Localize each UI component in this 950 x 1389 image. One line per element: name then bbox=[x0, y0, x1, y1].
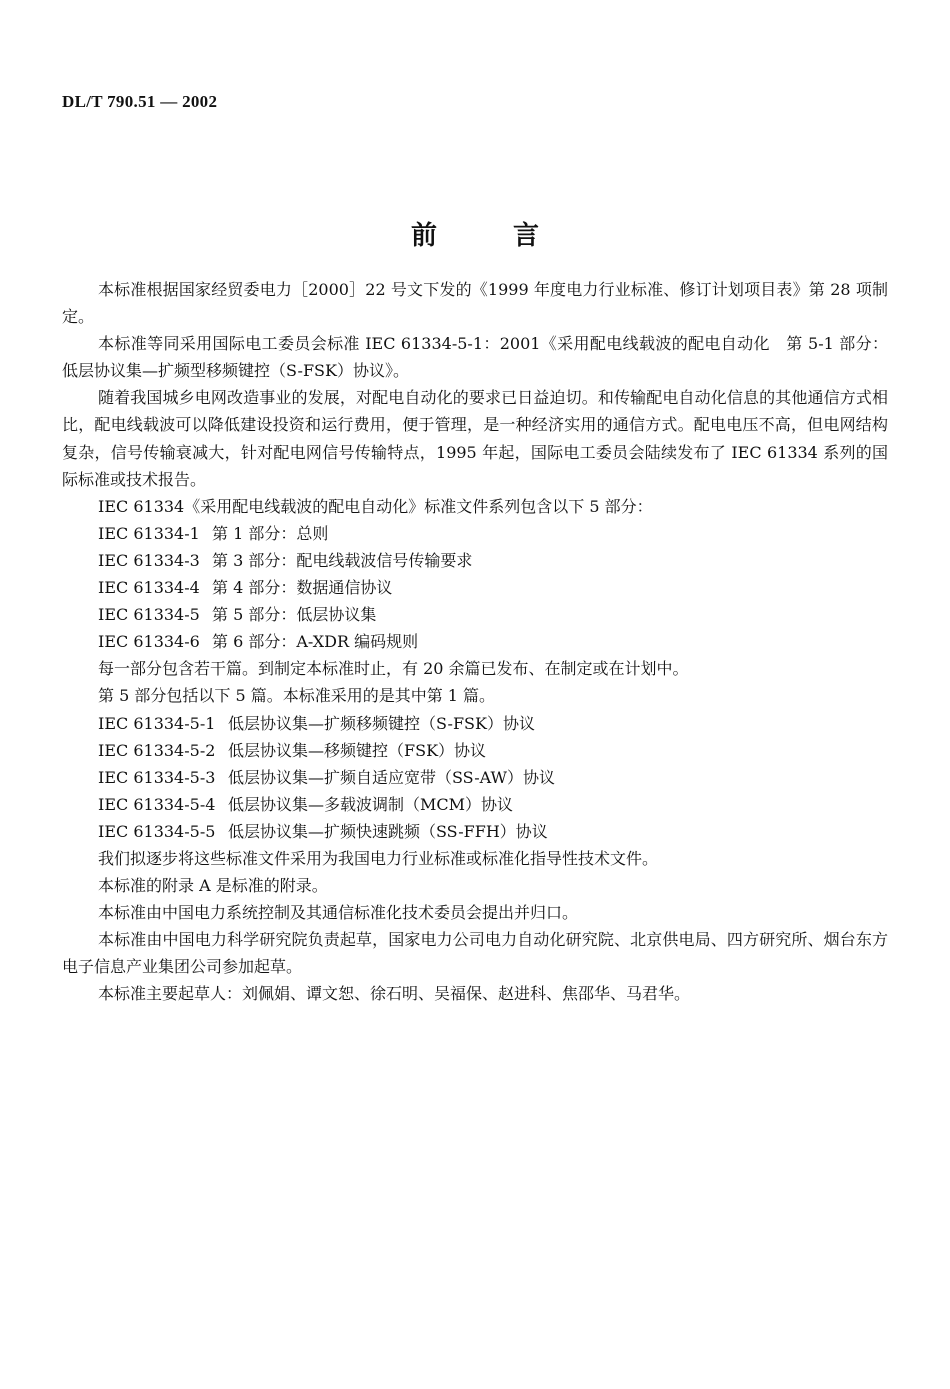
paragraph: IEC 61334《采用配电线载波的配电自动化》标准文件系列包含以下 5 部分： bbox=[98, 496, 653, 516]
list-item-desc: 第 1 部分：总则 bbox=[212, 523, 329, 543]
list-item-desc: 低层协议集—扩频移频键控（S-FSK）协议 bbox=[228, 713, 535, 733]
list-item bbox=[62, 791, 888, 818]
list-item-code: IEC 61334-1 bbox=[98, 523, 200, 543]
list-item bbox=[62, 628, 888, 655]
title-char-left: 前 bbox=[410, 221, 437, 251]
list-item bbox=[62, 547, 888, 574]
list-item-desc: 低层协议集—多载波调制（MCM）协议 bbox=[228, 794, 514, 814]
list-item-code: IEC 61334-3 bbox=[98, 550, 200, 570]
list-item-code: IEC 61334-4 bbox=[98, 578, 200, 598]
list-item bbox=[62, 818, 888, 845]
paragraph: 本标准的附录 A 是标准的附录。 bbox=[98, 876, 328, 896]
paragraph: 本标准主要起草人：刘佩娟、谭文恕、徐石明、吴福保、赵进科、焦邵华、马君华。 bbox=[98, 984, 691, 1004]
list-item-code: IEC 61334-5-1 bbox=[98, 713, 216, 733]
list-item-code: IEC 61334-6 bbox=[98, 632, 200, 652]
paragraph: 随着我国城乡电网改造事业的发展，对配电自动化的要求已日益迫切。和传输配电自动化信息的其他通信方式相比，配电线载波可以降低建设投资和运行费用，便于管理，是一种经济实用的通信方式。配电电压不高，但电网结构复杂，信号传输衰减大，针对配电网信号传输特点，1995 年起，国际电工委员会陆续发布了 IEC 61334 系列的国际标准或技术报告。 bbox=[62, 388, 888, 489]
parts-list bbox=[62, 520, 888, 655]
part5-list bbox=[62, 710, 888, 845]
standard-id: DL/T 790.51 — 2002 bbox=[62, 92, 218, 111]
list-item-code: IEC 61334-5-4 bbox=[98, 794, 216, 814]
list-item-code: IEC 61334-5-5 bbox=[98, 821, 216, 841]
paragraph: 第 5 部分包括以下 5 篇。本标准采用的是其中第 1 篇。 bbox=[98, 686, 496, 706]
list-item-desc: 第 5 部分：低层协议集 bbox=[212, 605, 377, 625]
list-item bbox=[62, 601, 888, 628]
title-char-right: 言 bbox=[513, 221, 540, 251]
list-item bbox=[62, 574, 888, 601]
list-item bbox=[62, 737, 888, 764]
list-item-code: IEC 61334-5 bbox=[98, 605, 200, 625]
list-item-desc: 低层协议集—移频键控（FSK）协议 bbox=[228, 740, 487, 760]
list-item-code: IEC 61334-5-3 bbox=[98, 767, 216, 787]
list-item-desc: 低层协议集—扩频自适应宽带（SS-AW）协议 bbox=[228, 767, 555, 787]
paragraph: 本标准由中国电力科学研究院负责起草，国家电力公司电力自动化研究院、北京供电局、四方研究所、烟台东方电子信息产业集团公司参加起草。 bbox=[62, 930, 888, 977]
paragraph: 每一部分包含若干篇。到制定本标准时止，有 20 余篇已发布、在制定或在计划中。 bbox=[98, 659, 689, 679]
list-item bbox=[62, 764, 888, 791]
list-item bbox=[62, 710, 888, 737]
list-item-desc: 第 6 部分：A-XDR 编码规则 bbox=[212, 632, 419, 652]
list-item bbox=[62, 520, 888, 547]
paragraph: 我们拟逐步将这些标准文件采用为我国电力行业标准或标准化指导性技术文件。 bbox=[98, 848, 659, 868]
list-item-desc: 低层协议集—扩频快速跳频（SS-FFH）协议 bbox=[228, 821, 548, 841]
list-item-code: IEC 61334-5-2 bbox=[98, 740, 216, 760]
list-item-desc: 第 3 部分：配电线载波信号传输要求 bbox=[212, 550, 473, 570]
list-item-desc: 第 4 部分：数据通信协议 bbox=[212, 578, 393, 598]
paragraph: 本标准根据国家经贸委电力［2000］22 号文下发的《1999 年度电力行业标准、修订计划项目表》第 28 项制定。 bbox=[62, 280, 888, 327]
paragraph: 本标准由中国电力系统控制及其通信标准化技术委员会提出并归口。 bbox=[98, 903, 579, 923]
foreword-body bbox=[62, 276, 888, 1008]
page-title bbox=[0, 215, 950, 252]
paragraph: 本标准等同采用国际电工委员会标准 IEC 61334-5-1：2001《采用配电线载波的配电自动化 第 5-1 部分：低层协议集—扩频型移频键控（S-FSK）协议》。 bbox=[62, 334, 888, 381]
